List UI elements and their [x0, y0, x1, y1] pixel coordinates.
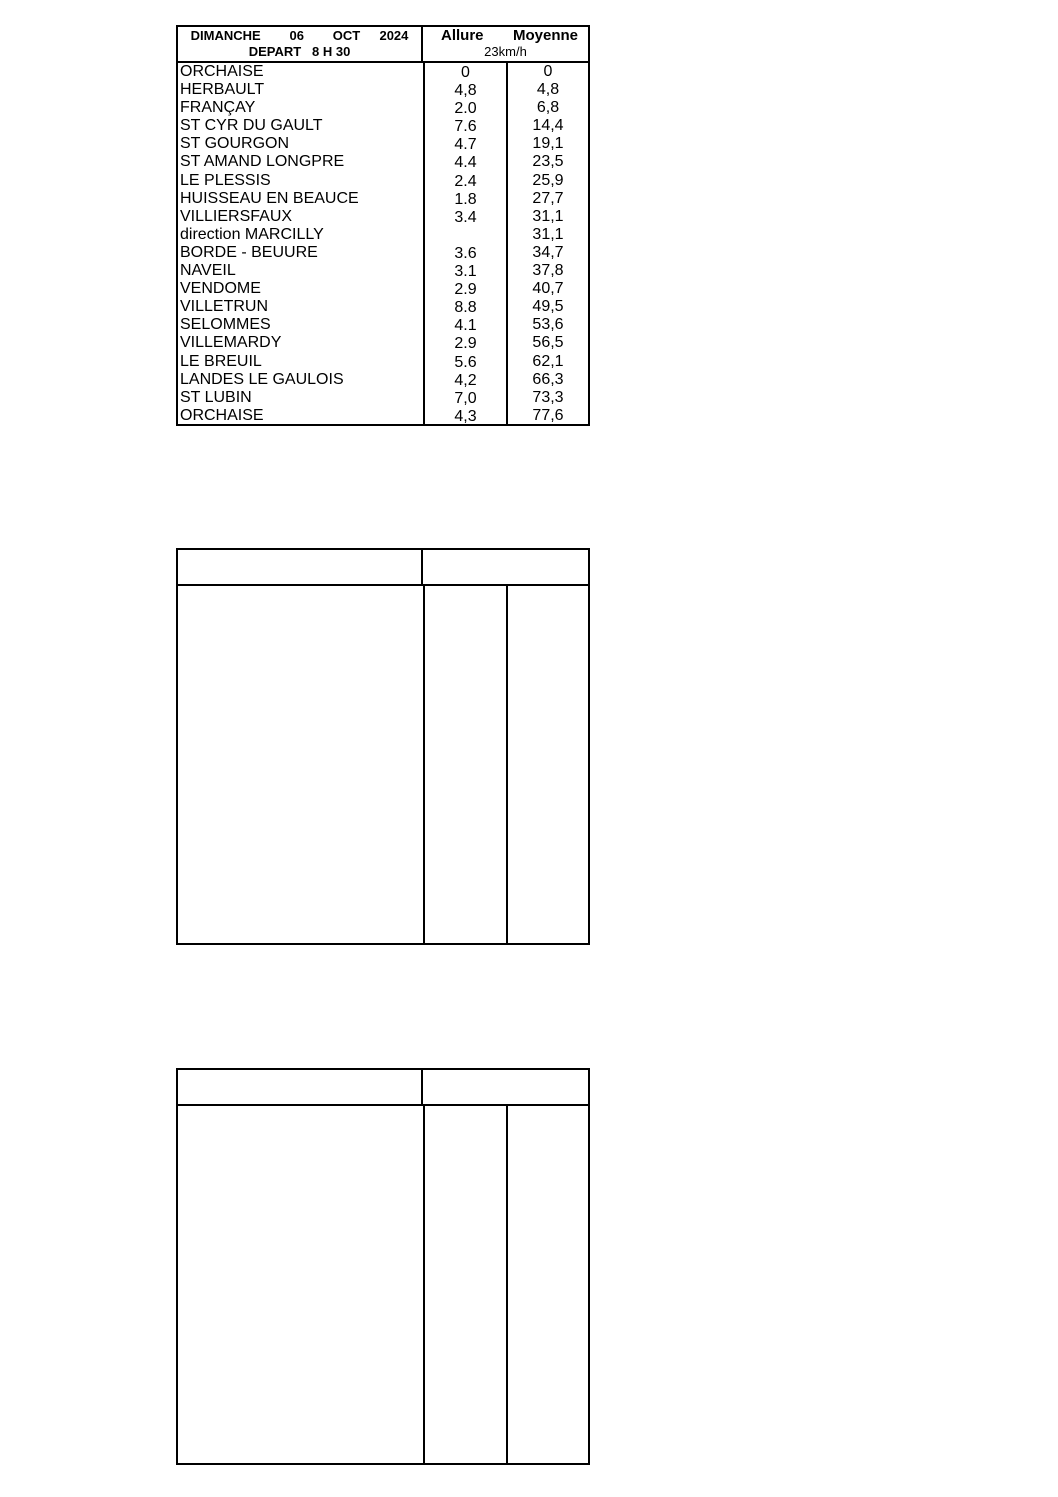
moyenne-value: 23,5	[532, 153, 564, 171]
empty-header-left	[178, 1070, 423, 1104]
place-name: FRANÇAY	[180, 99, 256, 117]
place-name: ORCHAISE	[180, 63, 264, 80]
route-row	[178, 117, 588, 135]
route-row	[178, 262, 588, 280]
empty-header-left	[178, 550, 423, 584]
place-name: VENDOME	[180, 280, 261, 298]
date-line: DIMANCHE 06 OCT 2024	[190, 28, 409, 43]
allure-value: 5.6	[454, 353, 477, 371]
allure-value: 2.9	[454, 281, 477, 299]
allure-value: 2.0	[454, 100, 477, 118]
moyenne-value: 49,5	[532, 298, 564, 316]
route-row	[178, 63, 588, 81]
allure-value: 0	[461, 64, 470, 81]
route-row	[178, 190, 588, 208]
moyenne-value: 31,1	[532, 207, 564, 225]
allure-column-header: Allure	[441, 27, 484, 44]
allure-value: 4.1	[454, 317, 477, 335]
place-name: VILLIERSFAUX	[180, 207, 293, 225]
depart-line: DEPART 8 H 30	[248, 44, 351, 59]
empty-table-2	[176, 1068, 590, 1465]
column-divider	[506, 1106, 508, 1463]
allure-value: 3.6	[454, 244, 477, 262]
route-row	[178, 244, 588, 262]
allure-value: 2.4	[454, 172, 477, 190]
place-name: HUISSEAU EN BEAUCE	[180, 189, 359, 207]
moyenne-value: 31,1	[532, 225, 564, 243]
moyenne-value: 53,6	[532, 316, 564, 334]
moyenne-value: 25,9	[532, 171, 564, 189]
moyenne-value: 6,8	[536, 99, 560, 117]
route-row	[178, 81, 588, 99]
allure-value: 4,2	[454, 371, 477, 389]
place-name: VILLEMARDY	[180, 334, 282, 352]
route-row	[178, 316, 588, 334]
allure-value: 3.4	[454, 208, 477, 226]
route-row	[178, 353, 588, 371]
allure-value: 8.8	[454, 299, 477, 317]
allure-value: 2.9	[454, 335, 477, 353]
place-name: SELOMMES	[180, 316, 271, 334]
speed-label: 23km/h	[484, 44, 527, 59]
moyenne-column-header: Moyenne	[513, 27, 579, 44]
place-name: ORCHAISE	[180, 406, 264, 424]
moyenne-value: 0	[543, 63, 553, 80]
moyenne-value: 4,8	[536, 81, 560, 99]
route-row	[178, 298, 588, 316]
allure-value: 3.1	[454, 263, 477, 281]
place-name: ST GOURGON	[180, 135, 290, 153]
route-row	[178, 208, 588, 226]
moyenne-value: 37,8	[532, 262, 564, 280]
empty-table-body	[178, 586, 588, 943]
column-divider	[423, 586, 425, 943]
empty-table-1	[176, 548, 590, 945]
moyenne-value: 77,6	[532, 406, 564, 424]
moyenne-value: 56,5	[532, 334, 564, 352]
moyenne-value: 27,7	[532, 189, 564, 207]
moyenne-value: 40,7	[532, 280, 564, 298]
allure-value: 4.7	[454, 136, 477, 154]
allure-value: 7,0	[454, 389, 477, 407]
route-row	[178, 371, 588, 389]
column-divider	[506, 586, 508, 943]
moyenne-value: 19,1	[532, 135, 564, 153]
route-table-header	[178, 27, 588, 63]
moyenne-value: 34,7	[532, 243, 564, 261]
route-row	[178, 99, 588, 117]
place-name: LE PLESSIS	[180, 171, 271, 189]
place-name: NAVEIL	[180, 262, 236, 280]
allure-value: 7.6	[454, 118, 477, 136]
place-name: LE BREUIL	[180, 352, 262, 370]
route-row	[178, 153, 588, 171]
moyenne-value: 66,3	[532, 370, 564, 388]
route-row	[178, 389, 588, 407]
route-row	[178, 172, 588, 190]
moyenne-value: 73,3	[532, 388, 564, 406]
allure-value: 4.4	[454, 154, 477, 172]
allure-value: 4,8	[454, 82, 477, 100]
route-table	[176, 25, 590, 426]
allure-value: 4,3	[454, 407, 477, 425]
place-name: ST AMAND LONGPRE	[180, 153, 345, 171]
place-name: ST LUBIN	[180, 388, 252, 406]
route-row	[178, 334, 588, 352]
moyenne-value: 62,1	[532, 352, 564, 370]
route-row	[178, 226, 588, 244]
route-row	[178, 407, 588, 425]
place-name: VILLETRUN	[180, 298, 269, 316]
place-name: LANDES LE GAULOIS	[180, 370, 344, 388]
column-divider	[423, 1106, 425, 1463]
route-row	[178, 280, 588, 298]
place-name: direction MARCILLY	[180, 225, 324, 243]
place-name: ST CYR DU GAULT	[180, 117, 323, 135]
route-table-body	[178, 63, 588, 424]
allure-value: 1.8	[454, 190, 477, 208]
header-date-cell	[178, 27, 423, 61]
empty-table-header	[178, 1070, 588, 1106]
moyenne-value: 14,4	[532, 117, 564, 135]
route-row	[178, 135, 588, 153]
header-speed-cell	[423, 27, 588, 61]
empty-table-header	[178, 550, 588, 586]
place-name: BORDE - BEUURE	[180, 243, 318, 261]
place-name: HERBAULT	[180, 81, 265, 99]
empty-table-body	[178, 1106, 588, 1463]
